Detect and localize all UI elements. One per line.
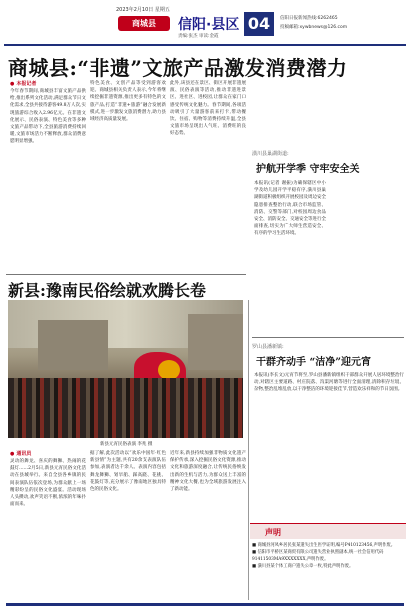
article1-headline: 商城县:“非遗”文旅产品激发消费潜力 (8, 56, 348, 80)
contact-email: 投稿邮箱:xywbnews@126.com (280, 25, 348, 30)
article2-column-1: 灵动的舞龙、喜庆的舞狮、热闹的花鼓灯……2月5日,新县元宵民俗文化活动在县城举行。来自全县各乡镇的民间表演队伍依次登场,为群众献上一场精彩纷呈的民俗文化盛宴。活动现场人头攒动,欢声笑语不断,浓浓的年味扑面而来。 (10, 459, 86, 508)
section-title: 信阳·县区 (178, 17, 240, 33)
photo-caption: 新县元宵民俗表演 李兆 摄 (100, 442, 153, 447)
county-logo: 商城县 (118, 16, 170, 31)
right1-title: 护航开学季 守牢安全关 (256, 164, 360, 175)
article1-column-2: 特色美食、文创产品等受到游客欢迎。商城县相关负责人表示,今年将继续挖掘非遗资源,推出更多有特色的文旅产品,打造“非遗+旅游”融合发展新模式,进一步激发文旅消费潜力,助力县域经济高质量发展。 (90, 81, 166, 123)
photo-building-right (188, 314, 243, 370)
right2-kicker: 罗山县潘新镇: (252, 344, 284, 350)
page-header (0, 0, 410, 44)
article1-column-1: 今年春节期间,商城县丰富文旅产品供给,推出系列文化活动,满足群众节日文化需求,全县共接待游客49.8万人次,实现旅游综合收入2.96亿元。在非遗文化展示、民俗表演、特色美食等多种文旅产品带动下,全县旅游消费持续回暖,文旅市场活力不断释放,群众消费意愿明显增强。 (10, 89, 86, 145)
article2-headline: 新县:豫南民俗绘就欢腾长卷 (8, 281, 206, 300)
right1-kicker: 潢川县巢湖街道: (252, 151, 289, 157)
right-divider (252, 337, 404, 338)
folk-performance-photo (8, 300, 243, 438)
article-divider (6, 274, 246, 275)
notice-body (252, 542, 404, 570)
photo-crowd (8, 378, 243, 438)
editor-credits: 责编:张杰 审读:金霞 (178, 34, 219, 39)
article2-column-2: 据了解,此次活动以“欢乐中国年·红色新县情”为主题,共有20余支表演队伍参加,表演者达千余人。表演内容包括舞龙舞狮、划旱船、踩高跷、花挑、花鼓灯等,充分展示了豫南地区独具特色的民俗文化。 (90, 451, 166, 493)
article1-byline: ● 本报记者 (10, 80, 36, 87)
article2-byline: ● 通讯员 (10, 450, 31, 457)
issue-date: 2023年2月10日 星期五 (116, 7, 170, 13)
right1-body-cont (330, 180, 404, 330)
notice-item: ■ 商城县河凤乡居民张某遗失出生医学证明,编号P410123456,声明作废。 (252, 542, 404, 549)
article1-column-3: 此外,该县还在景区、街区开展非遗展演、民俗表演等活动,推动非遗进景区、进社区、进校园,让群众在家门口感受传统文化魅力。春节期间,各项活动吸引了大量游客前来打卡,带动餐饮、住宿、购物等消费持续升温,全县文旅市场呈现出人气旺、消费旺的良好态势。 (170, 81, 246, 137)
photo-lion-head (158, 360, 180, 380)
contact-info (280, 14, 347, 32)
notice-title: 声明 (265, 528, 281, 537)
column-separator (248, 300, 249, 600)
footer-bar (6, 603, 404, 606)
right2-body: 本报讯(李长文)元宵节将至,罗山县潘新镇组织干部群众开展人居环境整治行动,对辖区主要道路、村庄院落、沟渠河塘等进行全面清理,清除积存垃圾、杂物,整治乱堆乱放,以干净整洁的环境迎接佳节,营造欢乐祥和的节日氛围。 (254, 373, 404, 393)
notice-item: ■ 信阳市平桥区某商贸有限公司遗失营业执照副本,统一社会信用代码91411503MA9XXXXXXX,声明作废。 (252, 549, 404, 563)
page-number: 04 (244, 12, 274, 36)
photo-building-left (38, 320, 108, 370)
notice-item: ■ 潢川县某个体工商户遗失公章一枚,特此声明作废。 (252, 563, 404, 570)
article2-column-3: 近年来,新县持续加强非物质文化遗产保护传承,深入挖掘民俗文化资源,推动文化和旅游深度融合,让传统民俗焕发出新的生机与活力,为群众送上丰富的精神文化大餐,也为全域旅游发展注入了新动能。 (170, 451, 246, 493)
right1-body: 本报讯(记者 谢振)为确保辖区中小学及幼儿园开学平稳有序,潢川县巢湖街道积极组织开展校园及周边安全隐患排查整治行动,联合市场监管、消防、交警等部门,对校园周边食品安全、消防安全、交通安全等进行全面排查,切实为广大师生营造安全、有序的学习生活环境。 (254, 181, 326, 237)
contact-phone: 信阳日报新闻热线:6262465 (280, 16, 338, 21)
header-rule (4, 44, 406, 46)
right2-title: 干群齐动手 “洁净”迎元宵 (256, 357, 371, 368)
